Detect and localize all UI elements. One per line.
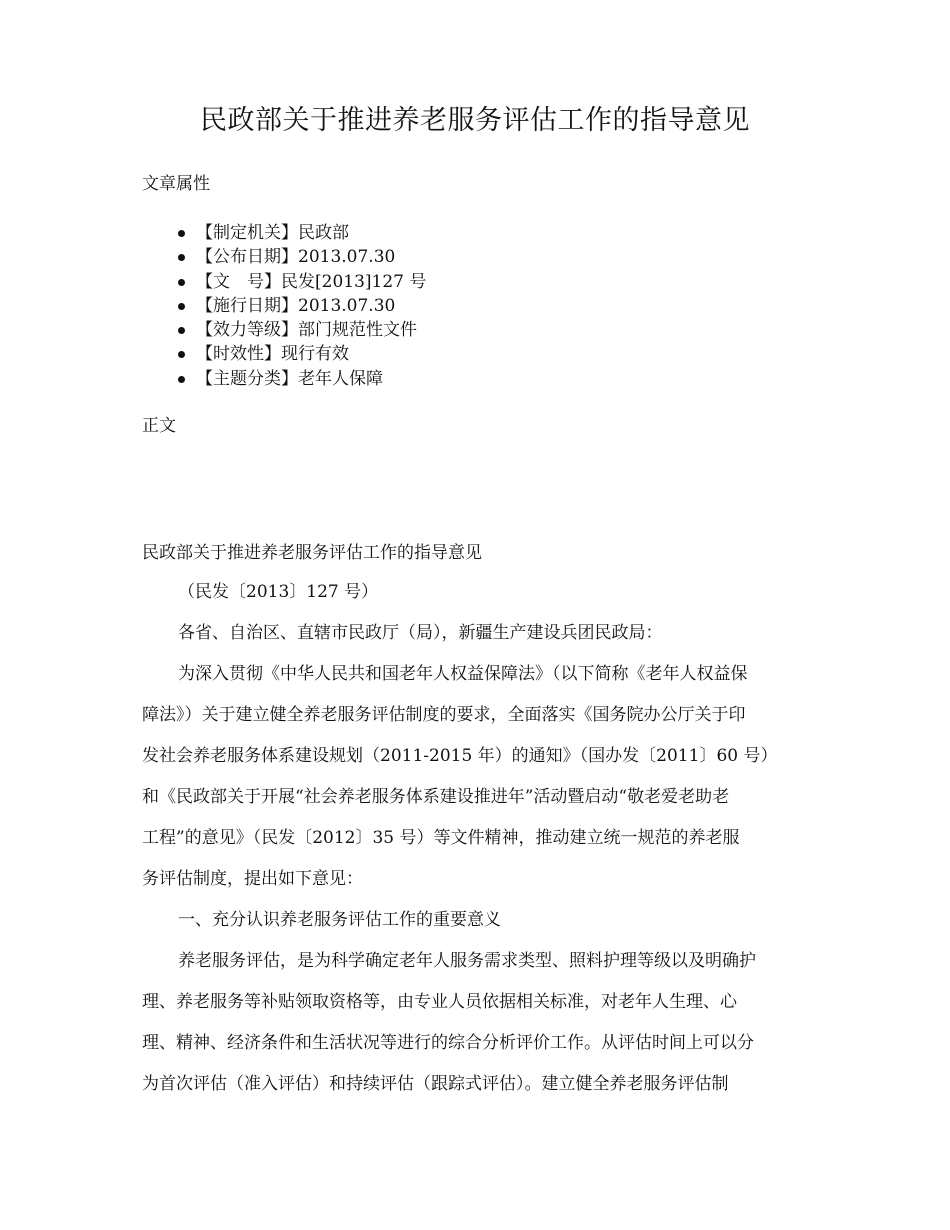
paragraph-1-line: 务评估制度，提出如下意见： [142, 869, 363, 889]
document-number: （民发〔2013〕127 号） [178, 582, 379, 602]
attributes-list [178, 221, 426, 391]
paragraph-2-line: 养老服务评估，是为科学确定老年人服务需求类型、照料护理等级以及明确护 [178, 951, 756, 971]
addressee-line: 各省、自治区、直辖市民政厅（局），新疆生产建设兵团民政局： [178, 623, 663, 643]
attribute-document-number: 【文 号】民发[2013]127 号 [178, 270, 426, 294]
paragraph-1-line: 为深入贯彻《中华人民共和国老年人权益保障法》（以下简称《老年人权益保 [178, 664, 748, 684]
paragraph-2-line: 为首次评估（准入评估）和持续评估（跟踪式评估）。建立健全养老服务评估制 [142, 1074, 729, 1094]
attribute-publish-date: 【公布日期】2013.07.30 [178, 245, 426, 269]
paragraph-1-line: 工程”的意见》（民发〔2012〕35 号）等文件精神，推动建立统一规范的养老服 [142, 828, 740, 848]
paragraph-1-line: 障法》）关于建立健全养老服务评估制度的要求，全面落实《国务院办公厅关于印 [142, 705, 746, 725]
paragraph-2-line: 理、精神、经济条件和生活状况等进行的综合分析评价工作。从评估时间上可以分 [142, 1033, 754, 1053]
body-heading: 正文 [142, 416, 176, 436]
paragraph-1-line: 和《民政部关于开展“社会养老服务体系建设推进年”活动暨启动“敬老爱老助老 [142, 787, 730, 807]
attribute-legal-level: 【效力等级】部门规范性文件 [178, 318, 426, 342]
attributes-heading: 文章属性 [142, 174, 210, 194]
paragraph-2-line: 理、养老服务等补贴领取资格等，由专业人员依据相关标准，对老年人生理、心 [142, 992, 737, 1012]
section-1-heading: 一、充分认识养老服务评估工作的重要意义 [178, 910, 501, 930]
attribute-subject-category: 【主题分类】老年人保障 [178, 367, 426, 391]
attribute-issuing-authority: 【制定机关】民政部 [178, 221, 426, 245]
attribute-validity: 【时效性】现行有效 [178, 342, 426, 366]
attribute-effective-date: 【施行日期】2013.07.30 [178, 294, 426, 318]
paragraph-1-line: 发社会养老服务体系建设规划（2011-2015 年）的通知》（国办发〔2011〕60 号） [142, 746, 778, 766]
body-subtitle: 民政部关于推进养老服务评估工作的指导意见 [142, 543, 482, 563]
document-title: 民政部关于推进养老服务评估工作的指导意见 [200, 105, 750, 136]
